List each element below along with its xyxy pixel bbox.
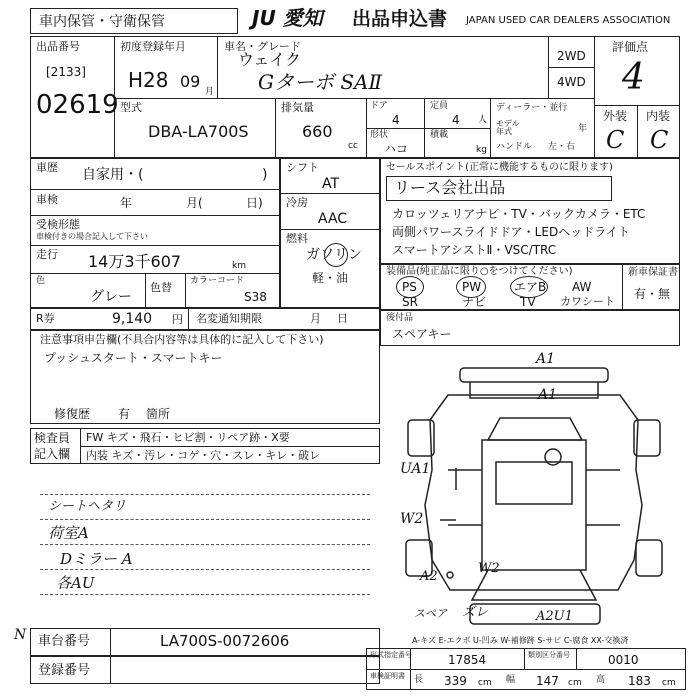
notes-text: プッシュスタート・スマートキー: [44, 351, 223, 365]
mark-a1-bonnet: A1: [538, 387, 558, 403]
drive-4wd: 4WD: [557, 75, 586, 89]
recycle-label: R券: [36, 312, 55, 325]
selling-headline: リース会社出品: [394, 178, 506, 197]
mark-w2-left: W2: [400, 511, 424, 527]
equip-pw: PW: [462, 280, 482, 294]
equip-airbag-circle: [510, 276, 548, 298]
model-spec-label: 形式指定番号: [370, 651, 412, 659]
exterior-label: 外装: [603, 109, 628, 123]
interior-score: C: [650, 126, 669, 154]
capacity-value: 4: [452, 113, 460, 127]
color-code-label: カラーコード: [190, 276, 245, 286]
damage-legend: A-キズ E-エクボ U-凹み W-補修跡 S-サビ C-腐食 XX-交換済: [412, 636, 629, 645]
usage-close: ): [262, 167, 268, 183]
hand-note-1: シートヘタリ: [48, 499, 127, 514]
recycle-value: 9,140: [112, 311, 153, 327]
displacement-unit: cc: [348, 141, 358, 151]
height-label: 高: [596, 675, 606, 685]
accept-label: 受検形態: [36, 218, 80, 231]
handle-opts: 左・右: [548, 142, 576, 152]
regno-label: 登録番号: [38, 663, 91, 678]
reg-label: 初度登録年月: [120, 40, 186, 53]
rear-value: スペアキー: [392, 327, 452, 341]
warranty-opts: 有・無: [634, 287, 671, 301]
equip-airbag: エアB: [514, 280, 547, 294]
repair-label: 修復歴: [54, 407, 91, 421]
shape-label: 形状: [370, 130, 389, 140]
fuel-opt2: 軽・油: [312, 271, 349, 285]
selling-line-2: 両側パワースライドドア・LEDヘッドライト: [392, 225, 630, 239]
class-value: 0010: [608, 653, 639, 667]
handle-label: ハンドル: [496, 142, 533, 152]
inspection-label: 車検: [36, 193, 58, 206]
tax-unit: 月日: [310, 312, 364, 325]
selling-line-1: カロッツェリアナビ・TV・バックカメラ・ETC: [392, 207, 646, 221]
repair-value: 有: [118, 407, 131, 421]
usage-label: 車歴: [36, 161, 58, 174]
load-label: 積載: [430, 130, 449, 140]
length-label: 長: [414, 675, 424, 685]
association-name: JAPAN USED CAR DEALERS ASSOCIATION: [466, 15, 671, 26]
selling-line-3: スマートアシストⅡ・VSC/TRC: [392, 243, 557, 257]
lot-number: 02619: [36, 90, 119, 120]
car-label: 車名・グレード: [224, 40, 301, 53]
storage-tab: [30, 8, 238, 34]
displacement-label: 排気量: [281, 101, 314, 114]
equipment-label: 装備品(純正品に限り○をつけてください): [386, 266, 573, 277]
cert-label: 車検証明書: [370, 672, 405, 680]
hand-note-3: Dミラー A: [60, 550, 133, 568]
rear-label: 後付品: [386, 313, 414, 323]
equip-tv: TV: [520, 295, 536, 309]
class-label: 類別区分番号: [528, 651, 570, 659]
inspection-year: 年: [120, 196, 133, 210]
selling-label: セールスポイント(正常に機能するものに限ります): [386, 162, 613, 173]
car-grade: Gターボ SAⅡ: [258, 70, 383, 94]
chassis-value: LA700S-0072606: [160, 632, 290, 650]
inspector-row-1: FW キズ・飛石・ヒビ割・リペア跡・X要: [86, 431, 290, 444]
color-code: S38: [244, 290, 267, 304]
mileage-unit: km: [232, 261, 246, 271]
reg-month: 09: [180, 72, 201, 91]
score-label: 評価点: [612, 40, 649, 54]
fuel-label: 燃料: [286, 232, 308, 245]
mileage-value: 14万3千607: [88, 252, 182, 271]
reg-month-unit: 月: [205, 87, 215, 97]
margin-note: N: [14, 627, 27, 643]
shift-label: シフト: [286, 161, 319, 174]
repaint-label: 色替: [150, 281, 172, 294]
inspection-day: 日): [246, 196, 263, 210]
model-spec-value: 17854: [448, 653, 487, 667]
mark-ua1: UA1: [400, 461, 431, 477]
model-year-label: モデル年式: [496, 119, 520, 136]
warranty-label: 新車保証書: [628, 267, 678, 278]
lot-bracket: [2133]: [46, 65, 86, 79]
interior-label: 内装: [646, 109, 671, 123]
inspector-row-2: 内装 キズ・汚レ・コゲ・穴・スレ・キレ・破レ: [86, 449, 321, 462]
load-unit: kg: [476, 145, 487, 155]
chassis-label: 車台番号: [38, 634, 91, 649]
equip-sr: SR: [402, 295, 418, 309]
equip-aw: AW: [572, 280, 592, 294]
equip-ps: PS: [402, 280, 417, 294]
fuel-opt1: ガソリン: [306, 247, 362, 263]
mark-w2-rear: W2: [478, 561, 500, 576]
dealer-label: ディーラー・並行: [496, 103, 568, 113]
shape-value: ハコ: [384, 142, 409, 156]
width-label: 幅: [506, 675, 516, 685]
exterior-score: C: [606, 126, 625, 154]
ac-value: AAC: [318, 211, 348, 227]
model-year-unit: 年: [578, 124, 588, 134]
equip-navi: ナビ: [462, 295, 487, 309]
equip-pw-circle: [456, 276, 486, 298]
color-value: グレー: [90, 289, 132, 305]
mark-a1-top: A1: [536, 351, 556, 367]
car-name: ウェイク: [238, 50, 302, 69]
hand-note-2: 荷室A: [48, 524, 89, 542]
doors-label: ドア: [370, 101, 388, 111]
inspection-month: 月(: [186, 196, 203, 210]
height-unit: cm: [662, 678, 676, 688]
mark-spare: スペア: [414, 607, 447, 620]
accept-note: 車検付きの場合記入して下さい: [36, 232, 148, 241]
width-value: 147: [536, 674, 559, 688]
inspector-label-1: 検査員: [34, 431, 71, 445]
notes-label: 注意事項申告欄(不具合内容等は具体的に記入して下さい): [40, 333, 324, 346]
recycle-unit: 円: [172, 313, 183, 326]
equip-ps-circle: [396, 276, 424, 298]
mileage-label: 走行: [36, 248, 58, 261]
displacement-value: 660: [302, 122, 333, 141]
capacity-unit: 人: [478, 115, 488, 125]
mark-a2u1: A2U1: [536, 609, 573, 624]
model-label: 型式: [120, 101, 142, 114]
tax-label: 名変通知期限: [196, 312, 262, 325]
score-value: 4: [622, 57, 645, 98]
color-label: 色: [36, 276, 46, 286]
length-value: 339: [444, 674, 467, 688]
height-value: 183: [628, 674, 651, 688]
reg-year: H28: [128, 68, 169, 92]
hand-note-4: 各AU: [56, 574, 95, 592]
length-unit: cm: [478, 678, 492, 688]
model-value: DBA-LA700S: [148, 122, 249, 141]
form-title: 出品申込書: [352, 8, 448, 30]
width-unit: cm: [568, 678, 582, 688]
fuel-selected-circle: [324, 243, 348, 267]
usage-value: 自家用・(: [82, 167, 144, 183]
lot-label: 出品番号: [36, 40, 80, 53]
ac-label: 冷房: [286, 196, 308, 209]
inspector-label-2: 記入欄: [34, 447, 71, 461]
doors-value: 4: [392, 113, 400, 127]
capacity-label: 定員: [430, 101, 449, 111]
ju-logo: JU 愛知: [252, 6, 323, 30]
mark-zure: ズレ: [462, 605, 489, 620]
mark-a2-left: A2: [420, 569, 438, 584]
storage-tab-text: 車内保管・守衛保管: [39, 14, 165, 30]
drive-2wd: 2WD: [557, 49, 586, 63]
equip-leather: カワシート: [560, 295, 615, 308]
repair-unit: 箇所: [146, 407, 171, 421]
shift-value: AT: [322, 176, 340, 192]
